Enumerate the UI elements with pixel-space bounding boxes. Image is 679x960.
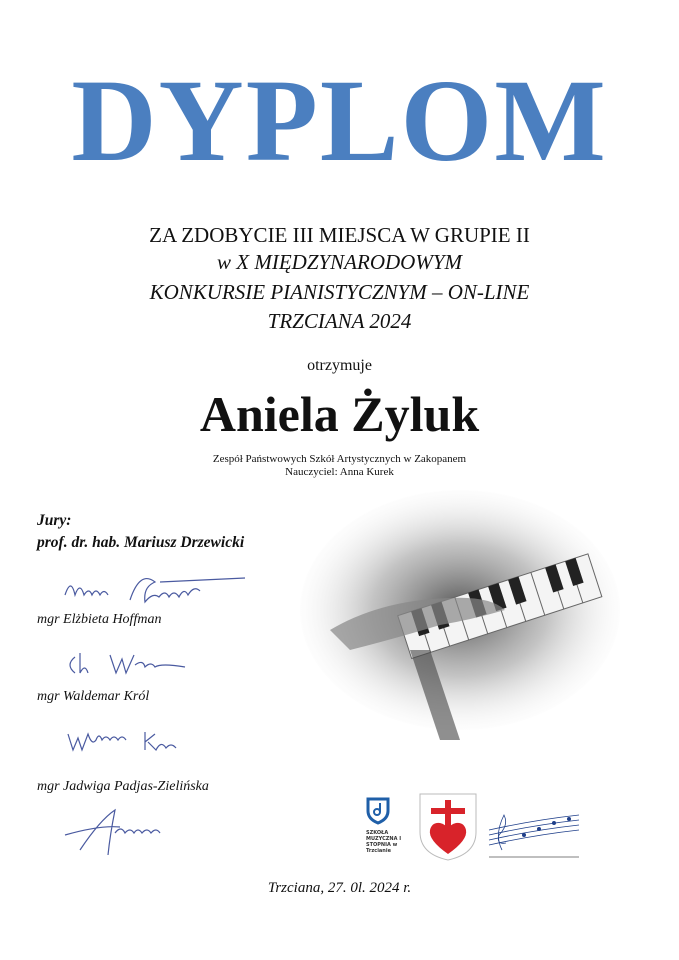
jury-member-1: mgr Elżbieta Hoffman bbox=[37, 612, 162, 627]
piano-illustration bbox=[290, 480, 620, 750]
signature-hoffman bbox=[60, 645, 190, 685]
teacher-name: Nauczyciel: Anna Kurek bbox=[285, 466, 394, 478]
school-logo bbox=[366, 797, 416, 854]
signature-krol bbox=[60, 722, 200, 762]
music-school-icon bbox=[366, 797, 390, 825]
jury-member-2: mgr Waldemar Król bbox=[37, 689, 150, 704]
signature-drzewicki bbox=[60, 570, 260, 610]
award-line-2: w X MIĘDZYNARODOWYM bbox=[217, 250, 462, 274]
diploma-title: DYPLOM bbox=[71, 55, 608, 186]
award-line-4: TRZCIANA 2024 bbox=[267, 309, 412, 333]
jury-label: Jury: bbox=[37, 512, 72, 529]
issue-date: Trzciana, 27. 0l. 2024 r. bbox=[267, 880, 412, 896]
school-name: Zespół Państwowych Szkół Artystycznych w Zakopanem bbox=[212, 453, 467, 465]
school-logo-text: SZKOŁA MUZYCZNA I STOPNIA w Trzcianie bbox=[366, 830, 402, 854]
award-line-3: KONKURSIE PIANISTYCZNYM – ON-LINE bbox=[149, 280, 530, 304]
crest-icon bbox=[418, 792, 478, 862]
receives-label: otrzymuje bbox=[307, 357, 372, 374]
recipient-name: Aniela Żyluk bbox=[199, 386, 480, 442]
jury-member-3: mgr Jadwiga Padjas-Zielińska bbox=[37, 779, 209, 794]
music-staff-logo bbox=[484, 805, 584, 865]
award-line-1: ZA ZDOBYCIE III MIEJSCA W GRUPIE II bbox=[149, 223, 530, 247]
signature-padjas bbox=[60, 805, 180, 860]
jury-chair: prof. dr. hab. Mariusz Drzewicki bbox=[37, 534, 245, 551]
